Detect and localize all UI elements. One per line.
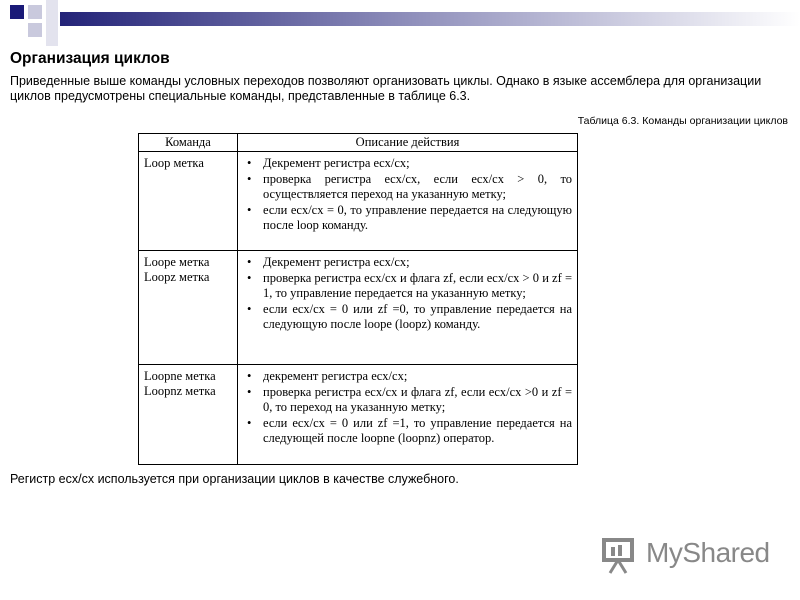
slide-title: Организация циклов [10, 50, 170, 67]
header-description: Описание действия [238, 134, 578, 152]
command-name: Loopne метка [144, 369, 216, 383]
intro-paragraph: Приведенные выше команды условных переходов позволяют организовать циклы. Однако в языке ассемблера для организации циклов предусмотрены специальные команды, представленные в таблице 6.3. [10, 74, 762, 103]
description-item: • Декремент регистра ecx/cx; [263, 255, 572, 270]
description-item: • если ecx/cx = 0 или zf =1, то управление передается на следующей после loopne (loopnz) оператор. [263, 416, 572, 446]
table-row [139, 365, 578, 465]
description-list [243, 369, 572, 446]
description-item: • Декремент регистра ecx/cx; [263, 156, 572, 171]
table-row [139, 251, 578, 365]
table-row [139, 152, 578, 251]
description-item: • проверка регистра ecx/cx и флага zf, если ecx/cx >0 и zf = 0, то переход на указанную метку; [263, 385, 572, 415]
loop-commands-table [138, 133, 578, 465]
table-caption: Таблица 6.3. Команды организации циклов [577, 115, 788, 127]
command-name: Loop метка [144, 156, 204, 170]
description-item: • если ecx/cx = 0, то управление передается на следующую после loop команду. [263, 203, 572, 233]
logo-text: MyShared [646, 537, 770, 568]
table-header-row [139, 134, 578, 152]
description-item: • если ecx/cx = 0 или zf =0, то управление передается на следующую после loope (loopz) команду. [263, 302, 572, 332]
description-list [243, 156, 572, 233]
description-cell [238, 365, 578, 465]
header-command: Команда [139, 134, 238, 152]
command-cell [139, 152, 238, 251]
command-cell [139, 365, 238, 465]
presentation-board-icon [600, 535, 642, 575]
command-cell [139, 251, 238, 365]
command-name: Loopnz метка [144, 384, 216, 398]
description-list [243, 255, 572, 332]
header-decoration [0, 0, 800, 46]
myshared-logo[interactable] [600, 535, 770, 575]
description-cell [238, 251, 578, 365]
command-name: Loope метка [144, 255, 210, 269]
description-item: • проверка регистра ecx/cx, если ecx/cx > 0, то осуществляется переход на указанную метку; [263, 172, 572, 202]
command-name: Loopz метка [144, 270, 210, 284]
description-item: • проверка регистра ecx/cx и флага zf, если ecx/cx > 0 и zf = 1, то управление передается на указанную метку; [263, 271, 572, 301]
footer-paragraph: Регистр ecx/cx используется при организации циклов в качестве служебного. [10, 472, 459, 486]
description-item: • декремент регистра ecx/cx; [263, 369, 572, 384]
header-squares-graphic [0, 0, 800, 46]
description-cell [238, 152, 578, 251]
